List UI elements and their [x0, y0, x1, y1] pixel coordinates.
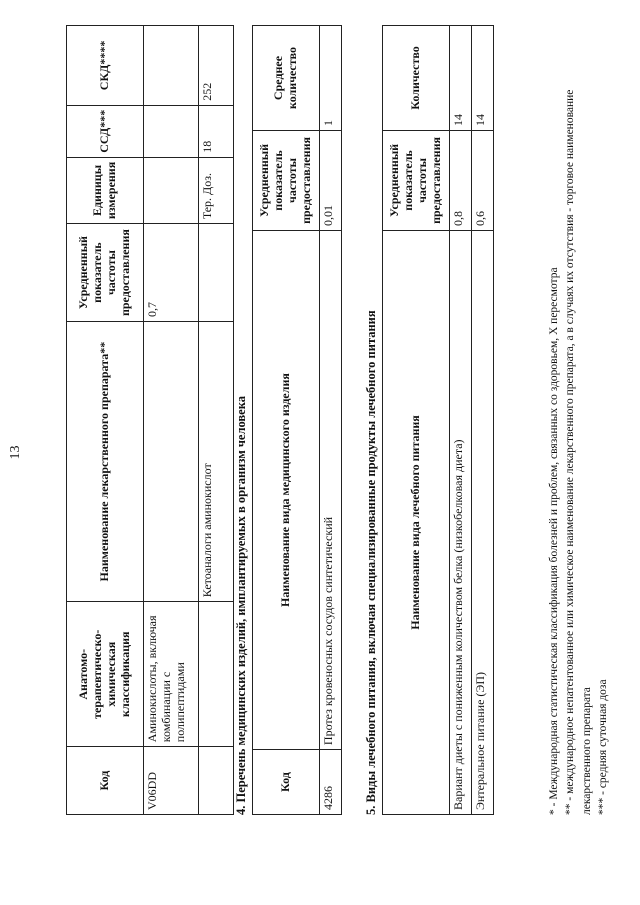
table-header-row: [253, 26, 320, 815]
table-cell: 0,7: [144, 224, 199, 322]
table-row: [144, 26, 199, 815]
nutrition-table: [382, 25, 494, 815]
table-cell: Вариант диеты с пониженным количеством белка (низкобелковая диета): [450, 230, 472, 814]
table-cell: 0,6: [472, 130, 494, 230]
header-cell: Код: [67, 747, 144, 815]
header-cell: Анатомо-терапевтическо-химическая классификация: [67, 602, 144, 747]
table-cell: 1: [320, 26, 342, 131]
table-header-row: [383, 26, 450, 815]
table-cell: 252: [199, 26, 234, 106]
footnotes: [546, 25, 611, 815]
drug-table: [66, 25, 234, 815]
header-cell: Наименование лекарственного препарата**: [67, 321, 144, 601]
table-row: [450, 26, 472, 815]
table-cell: 14: [472, 26, 494, 131]
table-cell: 14: [450, 26, 472, 131]
table-cell: V06DD: [144, 747, 199, 815]
header-cell: Код: [253, 750, 320, 815]
table-cell: Энтеральное питание (ЭП): [472, 230, 494, 814]
table-cell: [199, 224, 234, 322]
page-number: 13: [8, 445, 23, 460]
header-cell: Количество: [383, 26, 450, 131]
footnote: ** - международное непатентованное или химическое наименование лекарственного препарата, а в случаях их отсутствия - торговое наименование лекарственного препарата: [564, 89, 593, 815]
header-cell: ССД***: [67, 105, 144, 157]
header-cell: Единицы измерения: [67, 157, 144, 223]
footnote: * - Международная статистическая классификация болезней и проблем, связанных со здоровьем, X пересмотра: [548, 267, 560, 815]
table-cell: [144, 321, 199, 601]
header-cell: Усредненный показатель частоты предоставления: [253, 130, 320, 230]
table-cell: [144, 105, 199, 157]
table-cell: 18: [199, 105, 234, 157]
section-4-title: 4. Перечень медицинских изделий, имплантируемых в организм человека: [234, 396, 248, 815]
table-cell: Тер. Доз.: [199, 157, 234, 223]
header-cell: Наименование вида медицинского изделия: [253, 230, 320, 749]
header-cell: Усредненный показатель частоты предоставления: [383, 130, 450, 230]
table-cell: [199, 747, 234, 815]
header-cell: Среднее количество: [253, 26, 320, 131]
table-row: [199, 26, 234, 815]
section-5-title: 5. Виды лечебного питания, включая специализированные продукты лечебного питания: [364, 310, 378, 815]
table-cell: [144, 26, 199, 106]
table-row: [472, 26, 494, 815]
footnote: *** - средняя суточная доза: [596, 679, 609, 815]
header-cell: СКД****: [67, 26, 144, 106]
table-cell: 4286: [320, 750, 342, 815]
table-cell: [144, 157, 199, 223]
devices-table: [252, 25, 342, 815]
table-cell: 0,01: [320, 130, 342, 230]
header-cell: Усредненный показатель частоты предоставления: [67, 224, 144, 322]
table-cell: 0,8: [450, 130, 472, 230]
table-cell: Аминокислоты, включая комбинации с полипептидами: [144, 602, 199, 747]
table-cell: Протез кровеносных сосудов синтетический: [320, 230, 342, 749]
table-header-row: [67, 26, 144, 815]
table-cell: [199, 602, 234, 747]
header-cell: Наименование вида лечебного питания: [383, 230, 450, 814]
table-cell: Кетоаналоги аминокислот: [199, 321, 234, 601]
table-row: [320, 26, 342, 815]
